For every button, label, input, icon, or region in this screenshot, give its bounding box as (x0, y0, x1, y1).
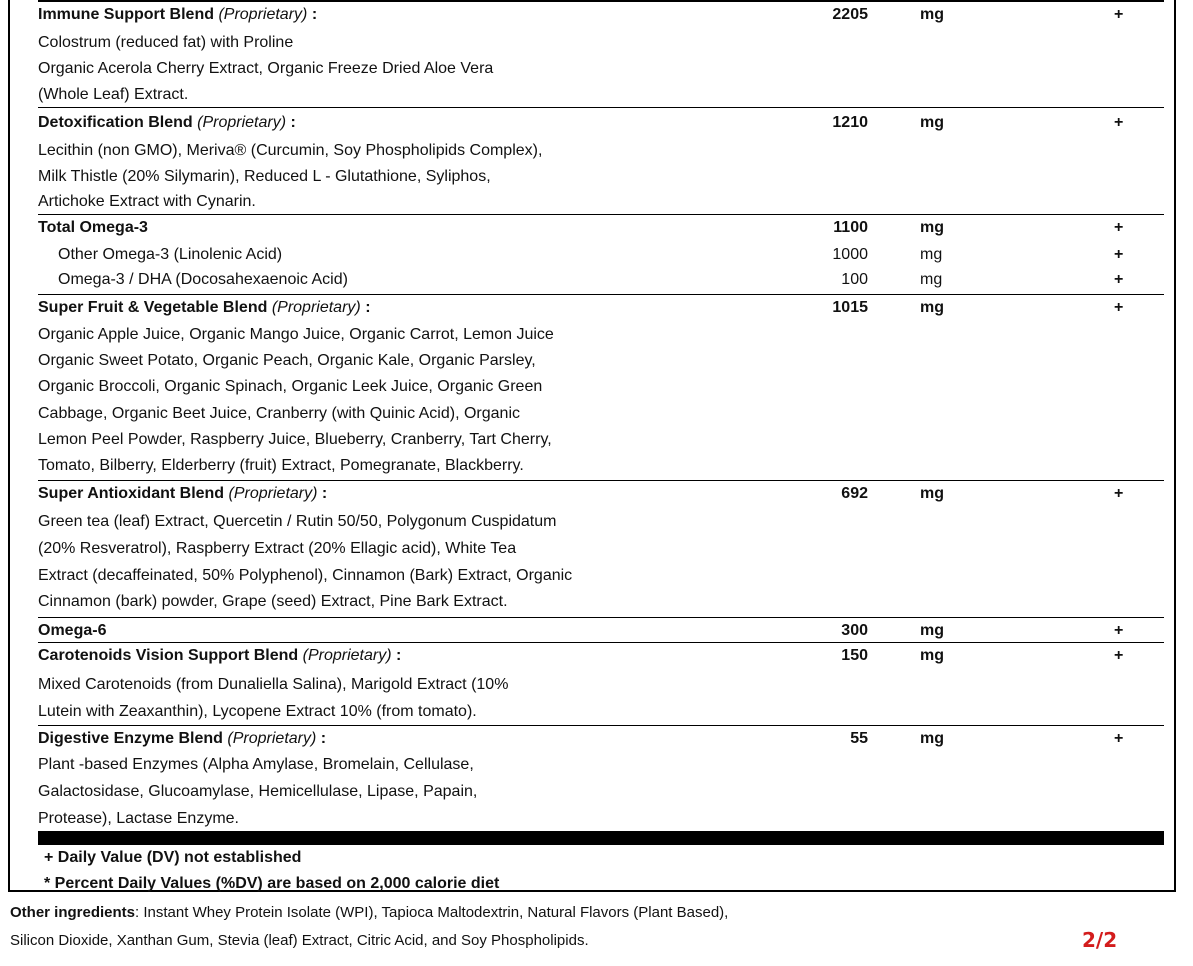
blend-amount: 1100 (833, 219, 868, 236)
ingredient-line: Lutein with Zeaxanthin), Lycopene Extract 10% (from tomato). (38, 703, 477, 720)
blend-unit: mg (920, 299, 944, 316)
blend-amount: 2205 (832, 6, 868, 23)
ingredient-line: (20% Resveratrol), Raspberry Extract (20% Ellagic acid), White Tea (38, 540, 517, 557)
blend-amount: 150 (841, 647, 868, 664)
sub-nutrient-amount: 1000 (832, 246, 868, 263)
dv-marker: + (1114, 485, 1124, 502)
ingredient-line: Green tea (leaf) Extract, Quercetin / Rutin 50/50, Polygonum Cuspidatum (38, 513, 557, 530)
blend-amount: 692 (841, 485, 868, 502)
other-ingredients-line-2: Silicon Dioxide, Xanthan Gum, Stevia (leaf) Extract, Citric Acid, and Soy Phospholipids. (10, 932, 589, 949)
blend-unit: mg (920, 6, 944, 23)
blend-row-digestive (38, 726, 1164, 831)
blend-amount: 1210 (832, 114, 868, 131)
dv-marker: + (1114, 730, 1124, 747)
blend-row-immune (38, 2, 1164, 108)
blend-name: Immune Support Blend (Proprietary) : (38, 6, 318, 23)
blend-row-omega3 (38, 215, 1164, 295)
ingredient-line: (Whole Leaf) Extract. (38, 86, 189, 103)
sub-nutrient-name: Other Omega-3 (Linolenic Acid) (58, 246, 283, 263)
sub-nutrient-unit: mg (920, 246, 943, 263)
blend-amount: 1015 (832, 299, 868, 316)
ingredient-line: Protease), Lactase Enzyme. (38, 810, 239, 827)
dv-marker: + (1114, 219, 1124, 236)
blend-name: Super Antioxidant Blend (Proprietary) : (38, 485, 328, 502)
sub-nutrient-name: Omega-3 / DHA (Docosahexaenoic Acid) (58, 271, 348, 288)
blend-unit: mg (920, 647, 944, 664)
blend-name: Omega-6 (38, 622, 107, 639)
blend-amount: 300 (841, 622, 868, 639)
blend-row-carotenoids (38, 643, 1164, 726)
dv-marker: + (1114, 271, 1124, 288)
dv-marker: + (1114, 647, 1124, 664)
ingredient-line: Lemon Peel Powder, Raspberry Juice, Blueberry, Cranberry, Tart Cherry, (38, 431, 552, 448)
sub-nutrient-unit: mg (920, 271, 943, 288)
blend-row-detox (38, 108, 1164, 215)
blend-name: Total Omega-3 (38, 219, 148, 236)
blend-unit: mg (920, 485, 944, 502)
blend-row-fruit-veg (38, 295, 1164, 481)
dv-footnote: + Daily Value (DV) not established (44, 849, 302, 866)
blend-unit: mg (920, 622, 944, 639)
ingredient-line: Organic Apple Juice, Organic Mango Juice, Organic Carrot, Lemon Juice (38, 326, 554, 343)
dv-marker: + (1114, 299, 1124, 316)
ingredient-line: Galactosidase, Glucoamylase, Hemicellulase, Lipase, Papain, (38, 783, 478, 800)
sub-nutrient-amount: 100 (841, 271, 868, 288)
ingredient-line: Plant -based Enzymes (Alpha Amylase, Bromelain, Cellulase, (38, 756, 474, 773)
dv-marker: + (1114, 246, 1124, 263)
dv-marker: + (1114, 114, 1124, 131)
blend-row-antioxidant (38, 481, 1164, 618)
blend-name: Super Fruit & Vegetable Blend (Proprietary) : (38, 299, 371, 316)
dv-marker: + (1114, 622, 1124, 639)
percent-dv-footnote: * Percent Daily Values (%DV) are based on 2,000 calorie diet (44, 875, 500, 892)
ingredient-line: Milk Thistle (20% Silymarin), Reduced L - Glutathione, Syliphos, (38, 168, 491, 185)
ingredient-line: Lecithin (non GMO), Meriva® (Curcumin, Soy Phospholipids Complex), (38, 142, 543, 159)
ingredient-line: Artichoke Extract with Cynarin. (38, 193, 256, 210)
ingredient-line: Cabbage, Organic Beet Juice, Cranberry (with Quinic Acid), Organic (38, 405, 520, 422)
blend-name: Digestive Enzyme Blend (Proprietary) : (38, 730, 327, 747)
blend-name: Detoxification Blend (Proprietary) : (38, 114, 296, 131)
blend-amount: 55 (850, 730, 868, 747)
ingredient-line: Cinnamon (bark) powder, Grape (seed) Extract, Pine Bark Extract. (38, 593, 508, 610)
blend-unit: mg (920, 219, 944, 236)
ingredient-line: Organic Broccoli, Organic Spinach, Organic Leek Juice, Organic Green (38, 378, 543, 395)
blend-unit: mg (920, 114, 944, 131)
blend-unit: mg (920, 730, 944, 747)
ingredient-line: Tomato, Bilberry, Elderberry (fruit) Extract, Pomegranate, Blackberry. (38, 457, 524, 474)
ingredient-line: Mixed Carotenoids (from Dunaliella Salina), Marigold Extract (10% (38, 676, 509, 693)
other-ingredients-line-1: Other ingredients: Instant Whey Protein Isolate (WPI), Tapioca Maltodextrin, Natural Flavors (Plant Based), (10, 904, 729, 921)
thick-divider (38, 831, 1164, 845)
ingredient-line: Extract (decaffeinated, 50% Polyphenol), Cinnamon (Bark) Extract, Organic (38, 567, 573, 584)
ingredient-line: Colostrum (reduced fat) with Proline (38, 34, 294, 51)
ingredient-line: Organic Sweet Potato, Organic Peach, Organic Kale, Organic Parsley, (38, 352, 536, 369)
blend-name: Carotenoids Vision Support Blend (Proprietary) : (38, 647, 402, 664)
ingredient-line: Organic Acerola Cherry Extract, Organic Freeze Dried Aloe Vera (38, 60, 494, 77)
dv-marker: + (1114, 6, 1124, 23)
blend-row-omega6 (38, 618, 1164, 643)
page-number: 2/2 (1082, 928, 1118, 952)
